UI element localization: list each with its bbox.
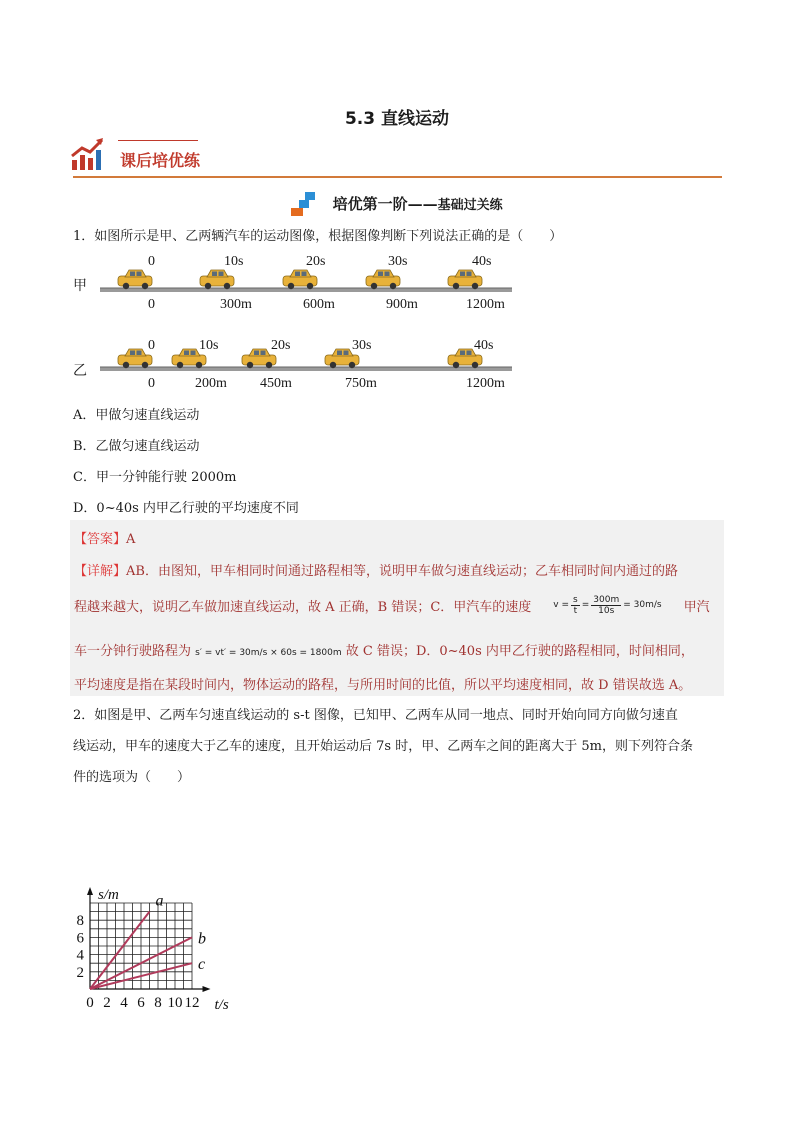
- yi-time-0: 0: [148, 338, 155, 353]
- section-title: 课后培优练: [120, 151, 201, 170]
- yi-time-1: 10s: [199, 338, 219, 353]
- option-a: A．甲做匀速直线运动: [73, 408, 200, 423]
- series-label-c: c: [198, 956, 206, 974]
- x-axis-arrow: [203, 986, 211, 992]
- q1-stem: 1．如图所示是甲、乙两辆汽车的运动图像，根据图像判断下列说法正确的是（ ）: [73, 229, 563, 244]
- yi-dist-3: 750m: [345, 376, 377, 391]
- jia-time-1: 10s: [224, 254, 244, 269]
- jia-label: 甲: [73, 279, 87, 294]
- option-b: B．乙做匀速直线运动: [73, 439, 200, 454]
- answer-value: A: [126, 532, 136, 547]
- x-tick-label: 12: [184, 995, 200, 1011]
- x-tick-label: 2: [103, 995, 111, 1011]
- car-jia-2: [200, 270, 234, 289]
- section-icon: [70, 136, 106, 172]
- formula-v: v =: [553, 600, 570, 610]
- jia-dist-2: 600m: [303, 297, 335, 312]
- section-rule: [73, 176, 722, 178]
- y-axis-label: s/m: [98, 887, 119, 903]
- yi-label: 乙: [73, 364, 87, 379]
- yi-dist-2: 450m: [260, 376, 292, 391]
- jia-dist-0: 0: [148, 297, 155, 312]
- fraction-s-t: $\frac{s}{t}$: [573, 594, 578, 616]
- y-tick-label: 8: [76, 913, 84, 930]
- detail-line-4: 平均速度是指在某段时间内，物体运动的路程，与所用时间的比值，所以平均速度相同，故 D 错误故选 A。: [74, 678, 692, 693]
- fraction-300m-10s: $\frac{300m}{10s}$: [593, 594, 620, 616]
- answer-tag: 【答案】: [74, 532, 127, 547]
- answer-line: [74, 528, 135, 547]
- jia-time-0: 0: [148, 254, 155, 269]
- jia-time-3: 30s: [388, 254, 408, 269]
- detail-line-2: 程越来越大，说明乙车做加速直线运动，故 A 正确，B 错误；C．甲汽车的速度 v = $\frac{s}{t}$ = $\frac{300m}{10s}$ = 30m/s 甲汽: [74, 594, 710, 616]
- q2-line-2: 线运动，甲车的速度大于乙车的速度，且开始运动后 7s 时，甲、乙两车之间的距离大于 5m，则下列符合条: [73, 739, 693, 754]
- yi-dist-0: 0: [148, 376, 155, 391]
- yi-dist-4: 1200m: [466, 376, 505, 391]
- detail-tag: 【详解】: [74, 564, 127, 579]
- page-title: 5.3 直线运动: [344, 109, 450, 129]
- detail-text-2a: 程越来越大，说明乙车做加速直线运动，故 A 正确，B 错误；C．甲汽车的速度: [74, 599, 532, 615]
- y-axis-arrow: [87, 887, 93, 895]
- car-diagram: [70, 250, 530, 400]
- detail-text-3b: 故 C 错误；D．0~40s 内甲乙行驶的路程相同，时间相同，: [345, 644, 694, 659]
- jia-dist-3: 900m: [386, 297, 418, 312]
- detail-text-3a: 车一分钟行驶路程为: [74, 644, 192, 659]
- x-tick-label: 8: [154, 995, 162, 1011]
- detail-text-2b: 甲汽: [683, 599, 710, 615]
- formula-distance: s′ = vt′ = 30m/s × 60s = 1800m: [195, 648, 342, 658]
- detail-line-1: [74, 560, 678, 579]
- y-tick-label: 2: [76, 964, 84, 981]
- st-chart: [70, 800, 360, 1020]
- car-jia-5: [448, 270, 482, 289]
- x-tick-label: 4: [120, 995, 128, 1011]
- stage-heading: [0, 192, 794, 218]
- x-tick-label: 6: [137, 995, 145, 1011]
- series-label-a: a: [155, 892, 164, 910]
- formula-result: = 30m/s: [623, 600, 662, 610]
- section-top-line: [118, 140, 198, 141]
- stage-main: 培优第一阶: [332, 195, 408, 213]
- series-label-b: b: [198, 930, 206, 948]
- option-c: C．甲一分钟能行驶 2000m: [73, 470, 237, 485]
- car-jia-1: [118, 270, 152, 289]
- series-line-a: [90, 912, 150, 989]
- car-jia-3: [283, 270, 317, 289]
- y-tick-label: 6: [76, 930, 84, 947]
- jia-dist-1: 300m: [220, 297, 252, 312]
- stage-icon: [291, 192, 323, 218]
- yi-time-3: 30s: [352, 338, 372, 353]
- car-yi-1: [118, 349, 152, 368]
- detail-line-3: [74, 640, 694, 659]
- st-chart-svg: [70, 800, 360, 1020]
- detail-text-1: AB．由图知，甲车相同时间通过路程相等，说明甲车做匀速直线运动；乙车相同时间内通过的路: [126, 564, 678, 579]
- car-jia-4: [366, 270, 400, 289]
- yi-time-2: 20s: [271, 338, 291, 353]
- x-tick-label: 0: [86, 995, 94, 1011]
- x-tick-label: 10: [167, 995, 183, 1011]
- yi-time-4: 40s: [474, 338, 494, 353]
- stage-sub: 基础过关练: [437, 198, 503, 213]
- q2-line-3: 件的选项为（ ）: [73, 770, 191, 785]
- option-d: D．0~40s 内甲乙行驶的平均速度不同: [73, 501, 299, 516]
- jia-time-4: 40s: [472, 254, 492, 269]
- yi-dist-1: 200m: [195, 376, 227, 391]
- stage-dash: ——: [407, 195, 438, 213]
- y-tick-label: 4: [76, 947, 84, 964]
- jia-dist-4: 1200m: [466, 297, 505, 312]
- x-axis-label: t/s: [214, 997, 229, 1013]
- q2-line-1: 2．如图是甲、乙两车匀速直线运动的 s-t 图像，已知甲、乙两车从同一地点、同时开始向同方向做匀速直: [73, 708, 678, 723]
- jia-time-2: 20s: [306, 254, 326, 269]
